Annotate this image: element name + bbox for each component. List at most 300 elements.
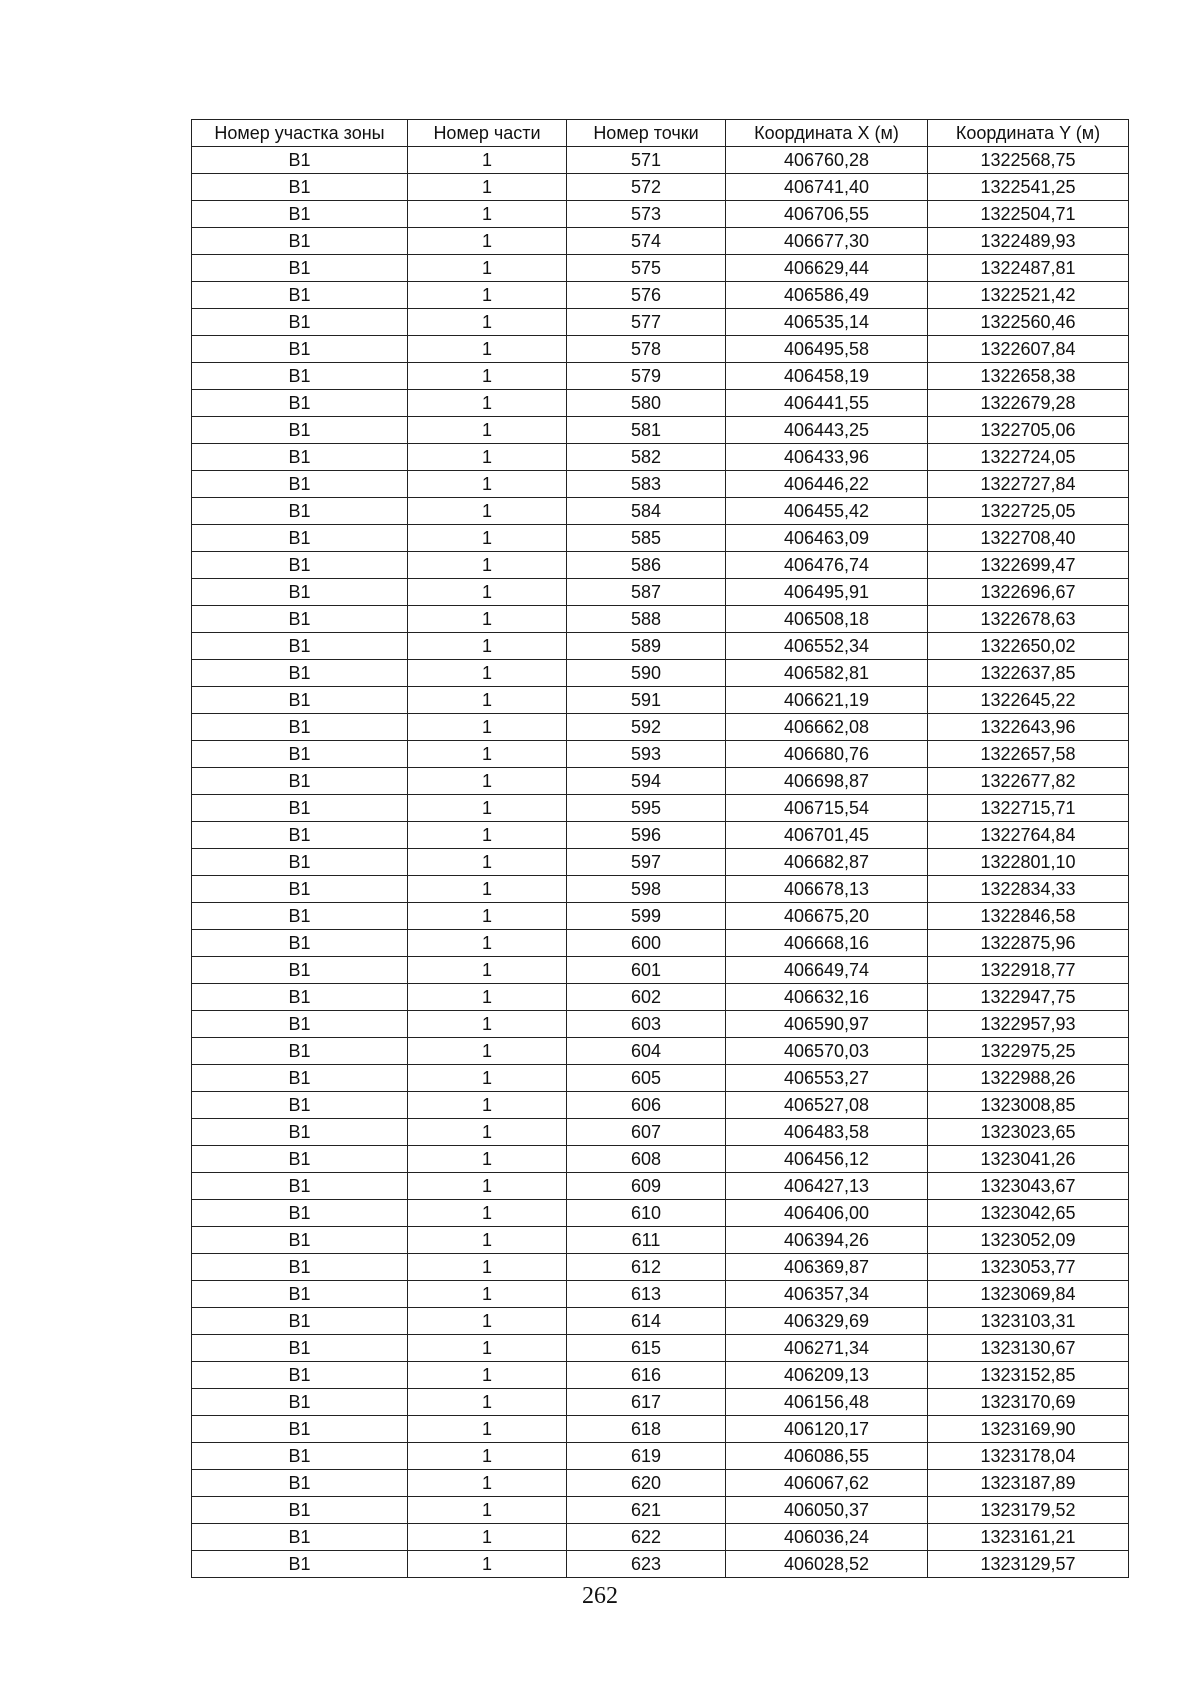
cell-zone-section: В1 bbox=[192, 957, 408, 984]
table-row bbox=[192, 417, 1129, 444]
table-row bbox=[192, 336, 1129, 363]
cell-coordinate-y: 1323178,04 bbox=[928, 1443, 1129, 1470]
page-number: 262 bbox=[582, 1583, 618, 1609]
cell-point-number: 623 bbox=[567, 1551, 726, 1578]
header-coordinate-y: Координата Y (м) bbox=[928, 120, 1129, 147]
table-row bbox=[192, 957, 1129, 984]
cell-coordinate-x: 406535,14 bbox=[726, 309, 928, 336]
cell-zone-section: В1 bbox=[192, 579, 408, 606]
cell-zone-section: В1 bbox=[192, 1119, 408, 1146]
cell-coordinate-y: 1322725,05 bbox=[928, 498, 1129, 525]
cell-coordinate-x: 406677,30 bbox=[726, 228, 928, 255]
cell-coordinate-y: 1322801,10 bbox=[928, 849, 1129, 876]
cell-coordinate-y: 1322487,81 bbox=[928, 255, 1129, 282]
cell-part-number: 1 bbox=[408, 1470, 567, 1497]
cell-coordinate-y: 1322846,58 bbox=[928, 903, 1129, 930]
cell-part-number: 1 bbox=[408, 579, 567, 606]
cell-coordinate-y: 1322947,75 bbox=[928, 984, 1129, 1011]
cell-coordinate-y: 1322643,96 bbox=[928, 714, 1129, 741]
table-row bbox=[192, 1308, 1129, 1335]
cell-point-number: 606 bbox=[567, 1092, 726, 1119]
cell-part-number: 1 bbox=[408, 417, 567, 444]
cell-part-number: 1 bbox=[408, 309, 567, 336]
cell-part-number: 1 bbox=[408, 147, 567, 174]
cell-part-number: 1 bbox=[408, 1119, 567, 1146]
cell-coordinate-x: 406662,08 bbox=[726, 714, 928, 741]
table-row bbox=[192, 1281, 1129, 1308]
cell-coordinate-x: 406760,28 bbox=[726, 147, 928, 174]
cell-point-number: 578 bbox=[567, 336, 726, 363]
cell-part-number: 1 bbox=[408, 606, 567, 633]
cell-coordinate-y: 1322705,06 bbox=[928, 417, 1129, 444]
cell-zone-section: В1 bbox=[192, 1065, 408, 1092]
cell-coordinate-x: 406621,19 bbox=[726, 687, 928, 714]
cell-part-number: 1 bbox=[408, 255, 567, 282]
cell-part-number: 1 bbox=[408, 741, 567, 768]
cell-point-number: 615 bbox=[567, 1335, 726, 1362]
cell-zone-section: В1 bbox=[192, 363, 408, 390]
cell-point-number: 593 bbox=[567, 741, 726, 768]
table-row bbox=[192, 228, 1129, 255]
cell-point-number: 603 bbox=[567, 1011, 726, 1038]
cell-point-number: 589 bbox=[567, 633, 726, 660]
cell-coordinate-x: 406680,76 bbox=[726, 741, 928, 768]
cell-part-number: 1 bbox=[408, 1389, 567, 1416]
cell-zone-section: В1 bbox=[192, 930, 408, 957]
cell-part-number: 1 bbox=[408, 1092, 567, 1119]
cell-zone-section: В1 bbox=[192, 1227, 408, 1254]
cell-point-number: 597 bbox=[567, 849, 726, 876]
cell-point-number: 594 bbox=[567, 768, 726, 795]
cell-part-number: 1 bbox=[408, 768, 567, 795]
cell-part-number: 1 bbox=[408, 876, 567, 903]
cell-coordinate-x: 406458,19 bbox=[726, 363, 928, 390]
cell-zone-section: В1 bbox=[192, 147, 408, 174]
cell-coordinate-x: 406706,55 bbox=[726, 201, 928, 228]
cell-zone-section: В1 bbox=[192, 1254, 408, 1281]
cell-zone-section: В1 bbox=[192, 228, 408, 255]
cell-coordinate-x: 406369,87 bbox=[726, 1254, 928, 1281]
cell-coordinate-x: 406698,87 bbox=[726, 768, 928, 795]
cell-point-number: 600 bbox=[567, 930, 726, 957]
cell-part-number: 1 bbox=[408, 525, 567, 552]
cell-zone-section: В1 bbox=[192, 1011, 408, 1038]
table-row bbox=[192, 498, 1129, 525]
cell-point-number: 572 bbox=[567, 174, 726, 201]
cell-coordinate-y: 1322678,63 bbox=[928, 606, 1129, 633]
cell-coordinate-y: 1322834,33 bbox=[928, 876, 1129, 903]
table-row bbox=[192, 1092, 1129, 1119]
table-header bbox=[192, 120, 1129, 147]
cell-part-number: 1 bbox=[408, 660, 567, 687]
cell-coordinate-x: 406570,03 bbox=[726, 1038, 928, 1065]
table-row bbox=[192, 876, 1129, 903]
cell-coordinate-x: 406441,55 bbox=[726, 390, 928, 417]
cell-coordinate-y: 1322560,46 bbox=[928, 309, 1129, 336]
table-row bbox=[192, 1146, 1129, 1173]
cell-part-number: 1 bbox=[408, 1524, 567, 1551]
cell-part-number: 1 bbox=[408, 1551, 567, 1578]
cell-part-number: 1 bbox=[408, 471, 567, 498]
cell-coordinate-y: 1322918,77 bbox=[928, 957, 1129, 984]
cell-part-number: 1 bbox=[408, 174, 567, 201]
cell-point-number: 588 bbox=[567, 606, 726, 633]
cell-point-number: 622 bbox=[567, 1524, 726, 1551]
cell-coordinate-x: 406527,08 bbox=[726, 1092, 928, 1119]
table-row bbox=[192, 444, 1129, 471]
table-row bbox=[192, 1443, 1129, 1470]
cell-coordinate-x: 406086,55 bbox=[726, 1443, 928, 1470]
cell-point-number: 584 bbox=[567, 498, 726, 525]
cell-coordinate-y: 1323041,26 bbox=[928, 1146, 1129, 1173]
cell-coordinate-x: 406067,62 bbox=[726, 1470, 928, 1497]
header-part-number: Номер части bbox=[408, 120, 567, 147]
table-row bbox=[192, 1200, 1129, 1227]
cell-zone-section: В1 bbox=[192, 336, 408, 363]
table-row bbox=[192, 822, 1129, 849]
cell-point-number: 620 bbox=[567, 1470, 726, 1497]
cell-coordinate-x: 406209,13 bbox=[726, 1362, 928, 1389]
cell-coordinate-x: 406629,44 bbox=[726, 255, 928, 282]
cell-part-number: 1 bbox=[408, 957, 567, 984]
cell-coordinate-y: 1323179,52 bbox=[928, 1497, 1129, 1524]
coordinates-table bbox=[191, 119, 1129, 1578]
cell-zone-section: В1 bbox=[192, 1524, 408, 1551]
cell-point-number: 613 bbox=[567, 1281, 726, 1308]
table-row bbox=[192, 984, 1129, 1011]
cell-part-number: 1 bbox=[408, 444, 567, 471]
cell-zone-section: В1 bbox=[192, 1173, 408, 1200]
table-row bbox=[192, 1173, 1129, 1200]
cell-coordinate-x: 406552,34 bbox=[726, 633, 928, 660]
cell-part-number: 1 bbox=[408, 201, 567, 228]
table-row bbox=[192, 471, 1129, 498]
cell-coordinate-y: 1322607,84 bbox=[928, 336, 1129, 363]
cell-point-number: 607 bbox=[567, 1119, 726, 1146]
cell-coordinate-x: 406553,27 bbox=[726, 1065, 928, 1092]
cell-coordinate-x: 406508,18 bbox=[726, 606, 928, 633]
cell-coordinate-x: 406483,58 bbox=[726, 1119, 928, 1146]
cell-coordinate-y: 1322988,26 bbox=[928, 1065, 1129, 1092]
cell-part-number: 1 bbox=[408, 1362, 567, 1389]
cell-coordinate-x: 406741,40 bbox=[726, 174, 928, 201]
cell-coordinate-x: 406701,45 bbox=[726, 822, 928, 849]
cell-point-number: 595 bbox=[567, 795, 726, 822]
cell-zone-section: В1 bbox=[192, 714, 408, 741]
table-row bbox=[192, 1470, 1129, 1497]
cell-point-number: 601 bbox=[567, 957, 726, 984]
cell-part-number: 1 bbox=[408, 1254, 567, 1281]
table-row bbox=[192, 1524, 1129, 1551]
cell-coordinate-x: 406394,26 bbox=[726, 1227, 928, 1254]
cell-zone-section: В1 bbox=[192, 1416, 408, 1443]
cell-part-number: 1 bbox=[408, 1308, 567, 1335]
table-row bbox=[192, 1227, 1129, 1254]
cell-coordinate-x: 406678,13 bbox=[726, 876, 928, 903]
cell-coordinate-y: 1323129,57 bbox=[928, 1551, 1129, 1578]
cell-part-number: 1 bbox=[408, 1443, 567, 1470]
cell-point-number: 621 bbox=[567, 1497, 726, 1524]
cell-zone-section: В1 bbox=[192, 741, 408, 768]
cell-zone-section: В1 bbox=[192, 444, 408, 471]
cell-point-number: 571 bbox=[567, 147, 726, 174]
table-row bbox=[192, 1011, 1129, 1038]
cell-point-number: 614 bbox=[567, 1308, 726, 1335]
cell-coordinate-x: 406443,25 bbox=[726, 417, 928, 444]
table-row bbox=[192, 1362, 1129, 1389]
cell-zone-section: В1 bbox=[192, 822, 408, 849]
cell-coordinate-x: 406495,91 bbox=[726, 579, 928, 606]
cell-coordinate-y: 1323170,69 bbox=[928, 1389, 1129, 1416]
cell-coordinate-y: 1322521,42 bbox=[928, 282, 1129, 309]
cell-coordinate-y: 1323053,77 bbox=[928, 1254, 1129, 1281]
cell-zone-section: В1 bbox=[192, 768, 408, 795]
cell-zone-section: В1 bbox=[192, 876, 408, 903]
cell-part-number: 1 bbox=[408, 228, 567, 255]
table-row bbox=[192, 930, 1129, 957]
cell-coordinate-y: 1322658,38 bbox=[928, 363, 1129, 390]
cell-zone-section: В1 bbox=[192, 309, 408, 336]
cell-point-number: 610 bbox=[567, 1200, 726, 1227]
cell-coordinate-y: 1322957,93 bbox=[928, 1011, 1129, 1038]
cell-part-number: 1 bbox=[408, 1227, 567, 1254]
table-row bbox=[192, 795, 1129, 822]
cell-coordinate-y: 1322764,84 bbox=[928, 822, 1129, 849]
cell-coordinate-y: 1323103,31 bbox=[928, 1308, 1129, 1335]
cell-coordinate-y: 1323161,21 bbox=[928, 1524, 1129, 1551]
cell-zone-section: В1 bbox=[192, 1470, 408, 1497]
cell-point-number: 587 bbox=[567, 579, 726, 606]
cell-coordinate-x: 406036,24 bbox=[726, 1524, 928, 1551]
cell-part-number: 1 bbox=[408, 1146, 567, 1173]
cell-part-number: 1 bbox=[408, 714, 567, 741]
cell-zone-section: В1 bbox=[192, 1146, 408, 1173]
cell-coordinate-y: 1323069,84 bbox=[928, 1281, 1129, 1308]
cell-coordinate-y: 1322724,05 bbox=[928, 444, 1129, 471]
cell-coordinate-x: 406156,48 bbox=[726, 1389, 928, 1416]
cell-coordinate-x: 406028,52 bbox=[726, 1551, 928, 1578]
cell-coordinate-y: 1322504,71 bbox=[928, 201, 1129, 228]
cell-coordinate-x: 406649,74 bbox=[726, 957, 928, 984]
cell-point-number: 577 bbox=[567, 309, 726, 336]
cell-coordinate-y: 1323042,65 bbox=[928, 1200, 1129, 1227]
cell-zone-section: В1 bbox=[192, 849, 408, 876]
table-row bbox=[192, 1416, 1129, 1443]
cell-part-number: 1 bbox=[408, 1200, 567, 1227]
cell-point-number: 591 bbox=[567, 687, 726, 714]
cell-part-number: 1 bbox=[408, 363, 567, 390]
cell-point-number: 608 bbox=[567, 1146, 726, 1173]
table-row bbox=[192, 633, 1129, 660]
cell-zone-section: В1 bbox=[192, 255, 408, 282]
cell-coordinate-y: 1323169,90 bbox=[928, 1416, 1129, 1443]
table-row bbox=[192, 606, 1129, 633]
cell-coordinate-x: 406632,16 bbox=[726, 984, 928, 1011]
cell-part-number: 1 bbox=[408, 1038, 567, 1065]
header-coordinate-x: Координата X (м) bbox=[726, 120, 928, 147]
cell-point-number: 596 bbox=[567, 822, 726, 849]
cell-point-number: 585 bbox=[567, 525, 726, 552]
cell-coordinate-x: 406433,96 bbox=[726, 444, 928, 471]
cell-zone-section: В1 bbox=[192, 984, 408, 1011]
cell-part-number: 1 bbox=[408, 1416, 567, 1443]
table-row bbox=[192, 768, 1129, 795]
cell-zone-section: В1 bbox=[192, 1038, 408, 1065]
cell-point-number: 616 bbox=[567, 1362, 726, 1389]
cell-point-number: 599 bbox=[567, 903, 726, 930]
cell-part-number: 1 bbox=[408, 1065, 567, 1092]
cell-coordinate-y: 1322645,22 bbox=[928, 687, 1129, 714]
cell-zone-section: В1 bbox=[192, 1308, 408, 1335]
cell-point-number: 574 bbox=[567, 228, 726, 255]
cell-zone-section: В1 bbox=[192, 1200, 408, 1227]
header-row bbox=[192, 120, 1129, 147]
table-row bbox=[192, 147, 1129, 174]
cell-part-number: 1 bbox=[408, 336, 567, 363]
cell-zone-section: В1 bbox=[192, 1497, 408, 1524]
table-row bbox=[192, 1038, 1129, 1065]
cell-point-number: 604 bbox=[567, 1038, 726, 1065]
cell-coordinate-x: 406329,69 bbox=[726, 1308, 928, 1335]
cell-coordinate-x: 406476,74 bbox=[726, 552, 928, 579]
cell-point-number: 592 bbox=[567, 714, 726, 741]
table-row bbox=[192, 174, 1129, 201]
cell-coordinate-x: 406455,42 bbox=[726, 498, 928, 525]
table-row bbox=[192, 1497, 1129, 1524]
cell-coordinate-y: 1322699,47 bbox=[928, 552, 1129, 579]
cell-zone-section: В1 bbox=[192, 903, 408, 930]
table-row bbox=[192, 282, 1129, 309]
cell-coordinate-y: 1322708,40 bbox=[928, 525, 1129, 552]
cell-point-number: 581 bbox=[567, 417, 726, 444]
table-row bbox=[192, 1335, 1129, 1362]
cell-zone-section: В1 bbox=[192, 174, 408, 201]
cell-coordinate-y: 1323187,89 bbox=[928, 1470, 1129, 1497]
cell-coordinate-x: 406456,12 bbox=[726, 1146, 928, 1173]
cell-part-number: 1 bbox=[408, 1173, 567, 1200]
table-row bbox=[192, 1389, 1129, 1416]
cell-part-number: 1 bbox=[408, 498, 567, 525]
table-row bbox=[192, 201, 1129, 228]
cell-zone-section: В1 bbox=[192, 471, 408, 498]
table-body bbox=[192, 147, 1129, 1578]
cell-coordinate-y: 1322657,58 bbox=[928, 741, 1129, 768]
header-point-number: Номер точки bbox=[567, 120, 726, 147]
cell-coordinate-x: 406050,37 bbox=[726, 1497, 928, 1524]
cell-coordinate-x: 406446,22 bbox=[726, 471, 928, 498]
cell-coordinate-y: 1323052,09 bbox=[928, 1227, 1129, 1254]
cell-coordinate-x: 406271,34 bbox=[726, 1335, 928, 1362]
cell-coordinate-x: 406495,58 bbox=[726, 336, 928, 363]
cell-zone-section: В1 bbox=[192, 687, 408, 714]
cell-coordinate-y: 1323130,67 bbox=[928, 1335, 1129, 1362]
table-row bbox=[192, 741, 1129, 768]
cell-zone-section: В1 bbox=[192, 201, 408, 228]
cell-zone-section: В1 bbox=[192, 390, 408, 417]
cell-coordinate-y: 1323152,85 bbox=[928, 1362, 1129, 1389]
cell-point-number: 582 bbox=[567, 444, 726, 471]
cell-point-number: 576 bbox=[567, 282, 726, 309]
cell-zone-section: В1 bbox=[192, 1551, 408, 1578]
cell-part-number: 1 bbox=[408, 1335, 567, 1362]
cell-coordinate-x: 406582,81 bbox=[726, 660, 928, 687]
cell-point-number: 609 bbox=[567, 1173, 726, 1200]
header-zone-section: Номер участка зоны bbox=[192, 120, 408, 147]
cell-zone-section: В1 bbox=[192, 606, 408, 633]
table-row bbox=[192, 579, 1129, 606]
table-row bbox=[192, 363, 1129, 390]
cell-coordinate-x: 406668,16 bbox=[726, 930, 928, 957]
cell-zone-section: В1 bbox=[192, 525, 408, 552]
cell-coordinate-x: 406357,34 bbox=[726, 1281, 928, 1308]
cell-coordinate-x: 406682,87 bbox=[726, 849, 928, 876]
cell-coordinate-x: 406675,20 bbox=[726, 903, 928, 930]
table-row bbox=[192, 309, 1129, 336]
table-row bbox=[192, 849, 1129, 876]
cell-part-number: 1 bbox=[408, 633, 567, 660]
cell-point-number: 619 bbox=[567, 1443, 726, 1470]
cell-zone-section: В1 bbox=[192, 498, 408, 525]
table-row bbox=[192, 1551, 1129, 1578]
cell-coordinate-x: 406590,97 bbox=[726, 1011, 928, 1038]
cell-part-number: 1 bbox=[408, 282, 567, 309]
table-row bbox=[192, 687, 1129, 714]
cell-coordinate-y: 1322696,67 bbox=[928, 579, 1129, 606]
cell-coordinate-y: 1322975,25 bbox=[928, 1038, 1129, 1065]
cell-coordinate-x: 406715,54 bbox=[726, 795, 928, 822]
cell-point-number: 590 bbox=[567, 660, 726, 687]
table-row bbox=[192, 714, 1129, 741]
cell-point-number: 611 bbox=[567, 1227, 726, 1254]
cell-zone-section: В1 bbox=[192, 1092, 408, 1119]
table-row bbox=[192, 1119, 1129, 1146]
cell-part-number: 1 bbox=[408, 984, 567, 1011]
cell-point-number: 602 bbox=[567, 984, 726, 1011]
cell-part-number: 1 bbox=[408, 849, 567, 876]
table-row bbox=[192, 660, 1129, 687]
table-row bbox=[192, 1254, 1129, 1281]
cell-coordinate-x: 406120,17 bbox=[726, 1416, 928, 1443]
cell-part-number: 1 bbox=[408, 795, 567, 822]
cell-coordinate-y: 1322679,28 bbox=[928, 390, 1129, 417]
cell-part-number: 1 bbox=[408, 903, 567, 930]
cell-point-number: 605 bbox=[567, 1065, 726, 1092]
cell-point-number: 598 bbox=[567, 876, 726, 903]
cell-coordinate-y: 1323008,85 bbox=[928, 1092, 1129, 1119]
cell-zone-section: В1 bbox=[192, 1389, 408, 1416]
cell-part-number: 1 bbox=[408, 1497, 567, 1524]
cell-point-number: 617 bbox=[567, 1389, 726, 1416]
cell-zone-section: В1 bbox=[192, 1362, 408, 1389]
cell-zone-section: В1 bbox=[192, 633, 408, 660]
cell-point-number: 579 bbox=[567, 363, 726, 390]
cell-point-number: 580 bbox=[567, 390, 726, 417]
cell-zone-section: В1 bbox=[192, 660, 408, 687]
cell-part-number: 1 bbox=[408, 822, 567, 849]
cell-point-number: 583 bbox=[567, 471, 726, 498]
cell-part-number: 1 bbox=[408, 1281, 567, 1308]
table-row bbox=[192, 390, 1129, 417]
cell-coordinate-y: 1323023,65 bbox=[928, 1119, 1129, 1146]
cell-part-number: 1 bbox=[408, 1011, 567, 1038]
table-row bbox=[192, 1065, 1129, 1092]
cell-zone-section: В1 bbox=[192, 1335, 408, 1362]
cell-coordinate-y: 1322727,84 bbox=[928, 471, 1129, 498]
cell-part-number: 1 bbox=[408, 552, 567, 579]
cell-part-number: 1 bbox=[408, 930, 567, 957]
cell-coordinate-y: 1322715,71 bbox=[928, 795, 1129, 822]
cell-point-number: 575 bbox=[567, 255, 726, 282]
